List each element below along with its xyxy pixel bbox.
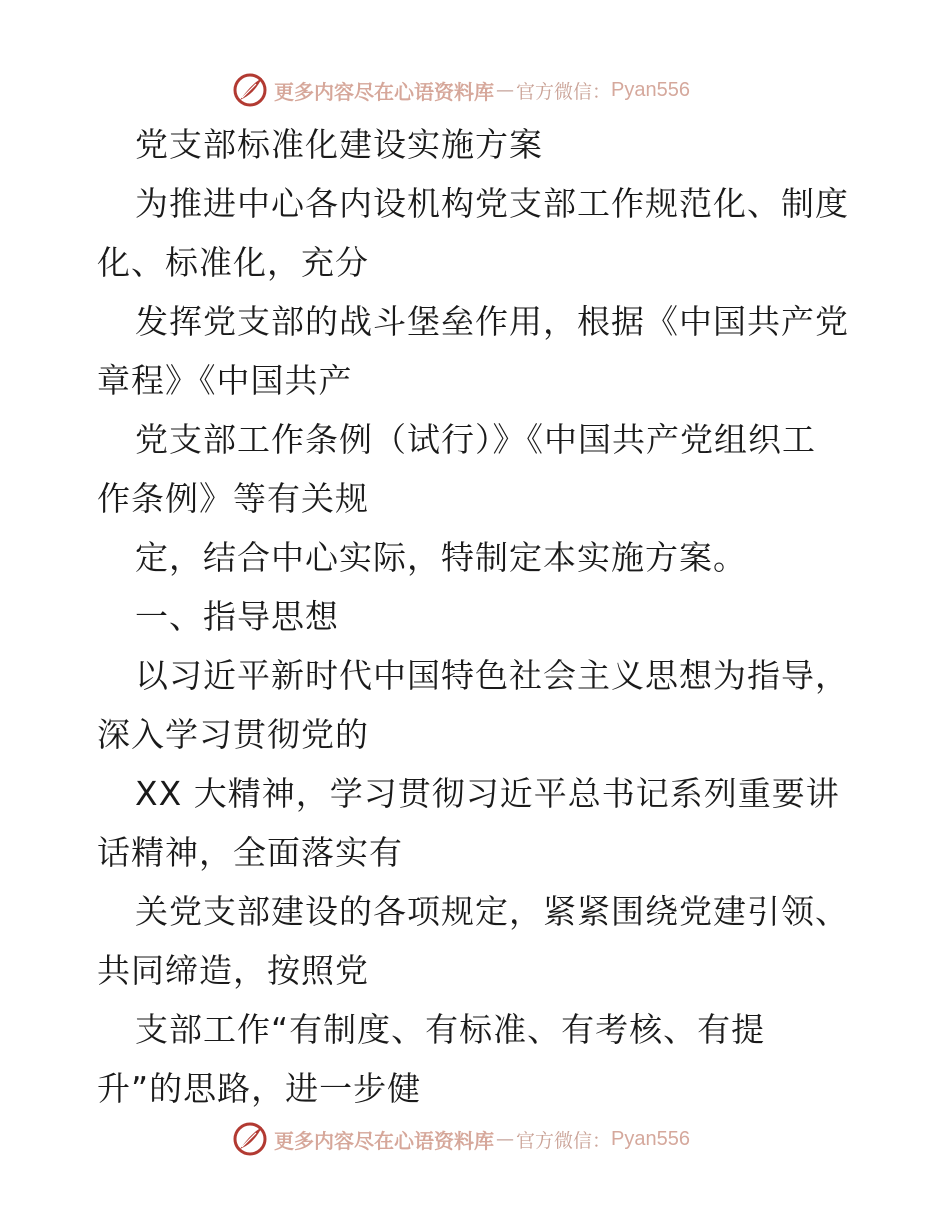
paragraph-line: 发挥党支部的战斗堡垒作用，根据《中国共产党 bbox=[135, 302, 849, 341]
paragraph-line: 共同缔造，按照党 bbox=[97, 951, 369, 990]
feather-pen-logo-icon bbox=[232, 1121, 268, 1157]
paragraph-line: 支部工作“有制度、有标准、有考核、有提 bbox=[135, 1010, 766, 1049]
document-title: 党支部标准化建设实施方案 bbox=[135, 125, 543, 164]
paragraph-line: 作条例》等有关规 bbox=[97, 479, 369, 518]
banner-separator: — bbox=[496, 1128, 514, 1150]
banner-separator: — bbox=[496, 79, 514, 101]
paragraph-line: 定，结合中心实际，特制定本实施方案。 bbox=[135, 538, 747, 577]
paragraph-line: 为推进中心各内设机构党支部工作规范化、制度 bbox=[135, 184, 849, 223]
paragraph-line: 话精神，全面落实有 bbox=[97, 833, 403, 872]
paragraph-line: 党支部工作条例（试行）》《中国共产党组织工 bbox=[135, 420, 816, 459]
banner-brand-text: 更多内容尽在心语资料库 bbox=[274, 79, 494, 104]
footer-banner bbox=[232, 1119, 690, 1159]
banner-wechat-id: Pyan556 bbox=[611, 78, 690, 101]
banner-wechat-id: Pyan556 bbox=[611, 1127, 690, 1150]
paragraph-line: 关党支部建设的各项规定，紧紧围绕党建引领、 bbox=[135, 892, 849, 931]
paragraph-line: 升”的思路，进一步健 bbox=[97, 1069, 422, 1108]
banner-official-label: 官方微信： bbox=[516, 80, 612, 103]
paragraph-line: 深入学习贯彻党的 bbox=[97, 715, 369, 754]
header-banner bbox=[232, 70, 690, 110]
paragraph-line: 以习近平新时代中国特色社会主义思想为指导， bbox=[135, 656, 849, 695]
feather-pen-logo-icon bbox=[232, 72, 268, 108]
paragraph-line: XX 大精神，学习贯彻习近平总书记系列重要讲 bbox=[135, 774, 840, 813]
section-heading: 一、指导思想 bbox=[135, 597, 339, 636]
paragraph-line: 化、标准化，充分 bbox=[97, 243, 369, 282]
banner-official-label: 官方微信： bbox=[516, 1129, 612, 1152]
banner-brand-text: 更多内容尽在心语资料库 bbox=[274, 1128, 494, 1153]
paragraph-line: 章程》《中国共产 bbox=[97, 361, 353, 400]
